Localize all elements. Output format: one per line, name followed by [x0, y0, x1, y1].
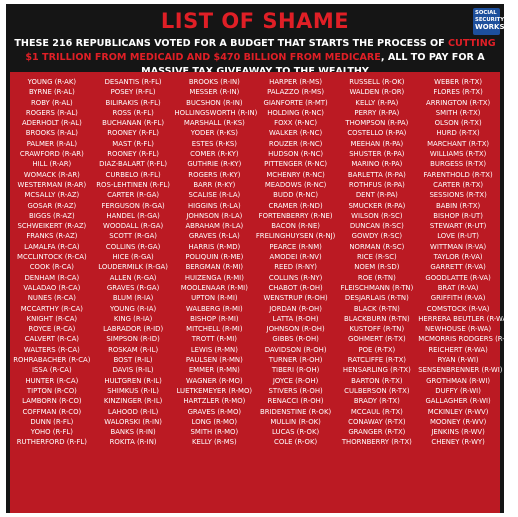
- representative-name: LOUDERMILK (R-GA): [98, 263, 168, 272]
- representative-name: THOMPSON (R-PA): [345, 119, 409, 128]
- logo-line: SOCIAL: [475, 10, 497, 16]
- representative-name: TROTT (R-MI): [191, 335, 237, 344]
- representative-name: BACON (R-NE): [271, 222, 320, 231]
- representative-name: RYAN (R-WI): [437, 356, 479, 365]
- representative-name: BLUM (R-IA): [112, 294, 154, 303]
- representative-name: GOODLATTE (R-VA): [425, 273, 491, 282]
- social-security-works-logo: [473, 8, 508, 35]
- representative-name: BANKS (R-IN): [110, 428, 156, 437]
- representative-name: EMMER (R-MN): [188, 366, 240, 375]
- representative-name: BYRNE (R-AL): [28, 88, 75, 97]
- representative-name: MAST (R-FL): [112, 139, 154, 148]
- logo-line: SECURITY: [475, 16, 505, 23]
- representative-name: SMITH (R-TX): [435, 108, 481, 117]
- representative-name: LEWIS (R-MN): [190, 345, 238, 354]
- representative-name: YOHO (R-FL): [30, 428, 73, 437]
- representative-name: ROSKAM (R-IL): [108, 345, 159, 354]
- names-column: [256, 77, 336, 513]
- names-column: [174, 77, 258, 513]
- representative-name: BABIN (R-TX): [435, 201, 481, 210]
- poster-title: LIST OF SHAME: [160, 9, 350, 33]
- representative-name: PALMER (R-AL): [26, 139, 78, 148]
- representative-name: CHENEY (R-WY): [431, 438, 485, 447]
- representative-name: WALORSKI (R-IN): [104, 417, 162, 426]
- representative-name: DAVIDSON (R-OH): [264, 345, 327, 354]
- representative-name: MITCHELL (R-MI): [186, 325, 243, 334]
- representative-name: CRAMER (R-ND): [268, 201, 323, 210]
- representative-name: CURBELO (R-FL): [105, 170, 161, 179]
- representative-name: HICE (R-GA): [112, 253, 154, 262]
- representative-name: WEBER (R-TX): [434, 78, 483, 86]
- representative-name: MCCARTHY (R-CA): [20, 304, 83, 313]
- representative-name: ROGERS (R-KY): [188, 170, 241, 179]
- representative-name: FLEISCHMANN (R-TN): [340, 283, 414, 292]
- representative-name: BARTON (R-TX): [351, 376, 403, 385]
- representative-name: CARTER (R-TX): [433, 180, 484, 189]
- representative-name: GRAVES (R-LA): [188, 232, 240, 241]
- representative-name: KNIGHT (R-CA): [26, 314, 78, 323]
- representative-name: LAMALFA (R-CA): [24, 242, 80, 251]
- representative-name: FORTENBERRY (R-NE): [258, 211, 333, 220]
- representative-name: WOODALL (R-GA): [103, 222, 164, 231]
- representative-name: YOUNG (R-AK): [27, 78, 77, 86]
- representative-name: ROHRABACHER (R-CA): [13, 356, 91, 365]
- representative-name: PEARCE (R-NM): [269, 242, 322, 251]
- representative-name: CRAWFORD (R-AR): [19, 150, 84, 159]
- representative-name: ROONEY (R-FL): [107, 150, 159, 159]
- representative-name: HARRIS (R-MD): [188, 242, 241, 251]
- representative-name: FRELINGHUYSEN (R-NJ): [255, 232, 336, 241]
- representative-name: GOSAR (R-AZ): [27, 201, 77, 210]
- representative-name: ROONEY (R-FL): [107, 129, 159, 138]
- names-column: [93, 77, 173, 513]
- representative-name: BURGESS (R-TX): [430, 160, 487, 169]
- representative-name: WESTERMAN (R-AR): [17, 180, 87, 189]
- representative-name: HURD (R-TX): [436, 129, 480, 138]
- representative-name: ISSA (R-CA): [31, 366, 72, 375]
- representative-name: SESSIONS (R-TX): [429, 191, 487, 200]
- representative-name: RENACCI (R-OH): [267, 397, 324, 406]
- representative-name: LUCAS (R-OK): [272, 428, 320, 437]
- representative-name: KINZINGER (R-IL): [103, 397, 163, 406]
- representative-name: GALLAGHER (R-WI): [425, 397, 491, 406]
- representative-name: GRANGER (R-TX): [348, 428, 406, 437]
- logo-line: WORKS.: [475, 23, 508, 31]
- representative-name: OLSON (R-TX): [434, 119, 482, 128]
- representative-name: LOVE (R-UT): [437, 232, 479, 241]
- representative-name: MOOLENAAR (R-MI): [180, 283, 248, 292]
- representative-name: NORMAN (R-SC): [349, 242, 405, 251]
- representative-name: POLIQUIN (R-ME): [185, 253, 244, 262]
- representative-name: SHUSTER (R-PA): [349, 150, 405, 159]
- representative-name: STIVERS (R-OH): [268, 386, 323, 395]
- representative-name: LAMBORN (R-CO): [22, 397, 82, 406]
- names-panel: [10, 72, 518, 513]
- representative-name: TURNER (R-OH): [268, 356, 323, 365]
- representative-name: COLLINS (R-NY): [268, 273, 323, 282]
- representative-name: RICE (R-SC): [356, 253, 397, 262]
- representative-name: MESSER (R-IN): [189, 88, 240, 97]
- representative-name: HUDSON (R-NC): [268, 150, 324, 159]
- representative-name: MEADOWS (R-NC): [264, 180, 327, 189]
- representative-name: LAHOOD (R-IL): [107, 407, 159, 416]
- representative-name: BROOKS (R-AL): [25, 129, 78, 138]
- representative-name: BROOKS (R-IN): [188, 78, 240, 86]
- representative-name: BISHOP (R-UT): [433, 211, 483, 220]
- representative-name: SIMPSON (R-ID): [106, 335, 160, 344]
- representative-name: COSTELLO (R-PA): [347, 129, 407, 138]
- representative-name: WALTERS (R-CA): [23, 345, 80, 354]
- representative-name: SHIMKUS (R-IL): [107, 386, 159, 395]
- representative-name: DUNN (R-FL): [30, 417, 74, 426]
- representative-name: DIAZ-BALART (R-FL): [99, 160, 168, 169]
- representative-name: YODER (R-KS): [190, 129, 238, 138]
- representative-name: FERGUSON (R-GA): [101, 201, 165, 210]
- representative-name: RUTHERFORD (R-FL): [16, 438, 87, 447]
- representative-name: MULLIN (R-OK): [270, 417, 321, 426]
- representative-name: COLLINS (R-GA): [105, 242, 161, 251]
- representative-name: BRADY (R-TX): [353, 397, 400, 406]
- headline-highlight: CUTTING $1 TRILLION FROM MEDICAID AND $470 BILLION FROM MEDICARE: [25, 38, 496, 63]
- representative-name: HILL (R-AR): [32, 160, 72, 169]
- representative-name: KELLY (R-MS): [191, 438, 237, 447]
- representative-name: GRAVES (R-MO): [187, 407, 242, 416]
- representative-name: MARSHALL (R-KS): [183, 119, 245, 128]
- headline-text: THESE 216 REPUBLICANS VOTED FOR A BUDGET THAT STARTS THE PROCESS OF: [14, 38, 448, 49]
- representative-name: TAYLOR (R-VA): [433, 253, 483, 262]
- representative-name: POE (R-TX): [358, 345, 396, 354]
- representative-name: FOXX (R-NC): [274, 119, 318, 128]
- representative-name: VALADAO (R-CA): [23, 283, 81, 292]
- representative-name: REED (R-NY): [274, 263, 317, 272]
- representative-name: YOUNG (R-IA): [110, 304, 157, 313]
- representative-name: PERRY (R-PA): [354, 108, 400, 117]
- representative-name: WALBERG (R-MI): [185, 304, 243, 313]
- representative-name: GIBBS (R-OH): [272, 335, 319, 344]
- representative-name: CULBERSON (R-TX): [344, 386, 410, 395]
- representative-name: SCOTT (R-GA): [109, 232, 157, 241]
- representative-name: HOLLINGSWORTH (R-IN): [174, 108, 258, 117]
- representative-name: REICHERT (R-WA): [428, 345, 488, 354]
- representative-name: ROE (R-TN): [357, 273, 396, 282]
- representative-name: RATCLIFFE (R-TX): [347, 356, 406, 365]
- representative-name: ESTES (R-KS): [191, 139, 237, 148]
- representative-name: GRAVES (R-GA): [106, 283, 160, 292]
- representative-name: DAVIS (R-IL): [112, 366, 154, 375]
- representative-name: STEWART (R-UT): [429, 222, 487, 231]
- representative-name: FRANKS (R-AZ): [26, 232, 78, 241]
- representative-name: WAGNER (R-MO): [186, 376, 243, 385]
- representative-name: BRIDENSTINE (R-OK): [260, 407, 332, 416]
- representative-name: JOYCE (R-OH): [272, 376, 319, 385]
- representative-name: ADERHOLT (R-AL): [21, 119, 82, 128]
- representative-name: KUSTOFF (R-TN): [349, 325, 405, 334]
- representative-name: WITTMAN (R-VA): [430, 242, 487, 251]
- representative-name: BARR (R-KY): [193, 180, 236, 189]
- representative-name: BUCHANAN (R-FL): [102, 119, 165, 128]
- representative-name: WALDEN (R-OR): [349, 88, 405, 97]
- representative-name: MARINO (R-PA): [351, 160, 403, 169]
- representative-name: DENHAM (R-CA): [24, 273, 80, 282]
- representative-name: KING (R-IA): [113, 314, 153, 323]
- representative-name: PALAZZO (R-MS): [267, 88, 325, 97]
- representative-name: WILSON (R-SC): [351, 211, 403, 220]
- representative-name: ROKITA (R-IN): [109, 438, 157, 447]
- representative-name: SCALISE (R-LA): [188, 191, 241, 200]
- representative-name: JENKINS (R-WV): [431, 428, 485, 437]
- representative-name: PITTENGER (R-NC): [264, 160, 328, 169]
- representative-name: ROS-LEHTINEN (R-FL): [96, 180, 170, 189]
- representative-name: BOST (R-IL): [113, 356, 153, 365]
- representative-name: DUNCAN (R-SC): [349, 222, 404, 231]
- names-column: [418, 77, 518, 513]
- representative-name: SMITH (R-MO): [190, 428, 239, 437]
- representative-name: TIPTON (R-CO): [26, 386, 77, 395]
- poster: [6, 4, 518, 513]
- representative-name: HUIZENGA (R-MI): [184, 273, 244, 282]
- representative-name: CARTER (R-GA): [107, 191, 160, 200]
- representative-name: COMER (R-KY): [190, 150, 239, 159]
- names-column: [337, 77, 417, 513]
- representative-name: TIBERI (R-OH): [271, 366, 320, 375]
- representative-name: BLACKBURN (R-TN): [344, 314, 410, 323]
- representative-name: BARLETTA (R-PA): [347, 170, 406, 179]
- representative-name: HIGGINS (R-LA): [187, 201, 241, 210]
- representative-name: WENSTRUP (R-OH): [263, 294, 328, 303]
- representative-name: LATTA (R-OH): [272, 314, 319, 323]
- representative-name: CALVERT (R-CA): [24, 335, 79, 344]
- representative-name: LONG (R-MO): [191, 417, 238, 426]
- representative-name: BRAT (R-VA): [437, 283, 479, 292]
- representative-name: SMUCKER (R-PA): [348, 201, 406, 210]
- representative-name: POSEY (R-FL): [110, 88, 156, 97]
- representative-name: WALKER (R-NC): [269, 129, 323, 138]
- representative-name: ROGERS (R-AL): [25, 108, 78, 117]
- representative-name: DESANTIS (R-FL): [104, 78, 162, 86]
- representative-name: MCCLINTOCK (R-CA): [17, 253, 87, 262]
- representative-name: HULTGREN (R-IL): [104, 376, 162, 385]
- representative-name: BIGGS (R-AZ): [29, 211, 75, 220]
- representative-name: COLE (R-OK): [274, 438, 318, 447]
- representative-name: ARRINGTON (R-TX): [425, 98, 491, 107]
- representative-name: WOMACK (R-AR): [23, 170, 80, 179]
- names-column: [12, 77, 92, 513]
- representative-name: DESJARLAIS (R-TN): [344, 294, 409, 303]
- representative-name: GUTHRIE (R-KY): [187, 160, 242, 169]
- representative-name: GARRETT (R-VA): [430, 263, 486, 272]
- representative-name: ROYCE (R-CA): [28, 325, 76, 334]
- representative-name: UPTON (R-MI): [191, 294, 238, 303]
- representative-name: HANDEL (R-GA): [106, 211, 160, 220]
- representative-name: JOHNSON (R-OH): [266, 325, 325, 334]
- representative-name: WILLIAMS (R-TX): [429, 150, 487, 159]
- representative-name: KELLY (R-PA): [355, 98, 399, 107]
- representative-name: HARTZLER (R-MO): [183, 397, 246, 406]
- representative-name: MCSALLY (R-AZ): [24, 191, 80, 200]
- representative-name: SENSENBRENNER (R-WI): [418, 366, 503, 375]
- representative-name: MCMORRIS RODGERS (R-WA): [418, 335, 518, 344]
- representative-name: LUETKEMEYER (R-MO): [176, 386, 253, 395]
- representative-name: AMODEI (R-NV): [269, 253, 322, 262]
- representative-name: LABRADOR (R-ID): [103, 325, 164, 334]
- representative-name: HUNTER (R-CA): [25, 376, 79, 385]
- headline-text: , ALL TO PAY FOR A: [380, 52, 485, 63]
- representative-name: HERRERA BEUTLER (R-WA): [418, 314, 510, 323]
- representative-name: MCCAUL (R-TX): [350, 407, 403, 416]
- representative-name: ABRAHAM (R-LA): [185, 222, 244, 231]
- representative-name: MEEHAN (R-PA): [350, 139, 404, 148]
- representative-name: GRIFFITH (R-VA): [430, 294, 486, 303]
- representative-name: HENSARLING (R-TX): [342, 366, 411, 375]
- representative-name: FARENTHOLD (R-TX): [423, 170, 493, 179]
- representative-name: GOHMERT (R-TX): [348, 335, 406, 344]
- representative-name: CONAWAY (R-TX): [348, 417, 406, 426]
- representative-name: ROUZER (R-NC): [268, 139, 323, 148]
- representative-name: MCKINLEY (R-WV): [427, 407, 489, 416]
- representative-name: HARPER (R-MS): [269, 78, 323, 86]
- representative-name: BUDD (R-NC): [273, 191, 319, 200]
- representative-name: JORDAN (R-OH): [269, 304, 322, 313]
- representative-name: GIANFORTE (R-MT): [263, 98, 328, 107]
- representative-name: JOHNSON (R-LA): [186, 211, 243, 220]
- representative-name: BISHOP (R-MI): [190, 314, 239, 323]
- representative-name: THORNBERRY (R-TX): [341, 438, 412, 447]
- representative-name: MARCHANT (R-TX): [427, 139, 490, 148]
- representative-name: MOONEY (R-WV): [429, 417, 487, 426]
- representative-name: BERGMAN (R-MI): [185, 263, 244, 272]
- representative-name: COOK (R-CA): [29, 263, 74, 272]
- representative-name: GROTHMAN (R-WI): [426, 376, 491, 385]
- representative-name: BUCSHON (R-IN): [186, 98, 243, 107]
- representative-name: HOLDING (R-NC): [267, 108, 324, 117]
- representative-name: GOWDY (R-SC): [351, 232, 403, 241]
- representative-name: ROTHFUS (R-PA): [348, 180, 405, 189]
- representative-name: COFFMAN (R-CO): [22, 407, 82, 416]
- representative-name: NUNES (R-CA): [27, 294, 76, 303]
- representative-name: CHABOT (R-OH): [268, 283, 323, 292]
- representative-name: MCHENRY (R-NC): [266, 170, 325, 179]
- representative-name: COMSTOCK (R-VA): [426, 304, 490, 313]
- representative-name: SCHWEIKERT (R-AZ): [17, 222, 87, 231]
- representative-name: DUFFY (R-WI): [435, 386, 481, 395]
- representative-name: ROBY (R-AL): [30, 98, 73, 107]
- representative-name: BILIRAKIS (R-FL): [105, 98, 161, 107]
- representative-name: RUSSELL (R-OK): [349, 78, 405, 86]
- representative-name: ALLEN (R-GA): [109, 273, 157, 282]
- representative-name: NEWHOUSE (R-WA): [425, 325, 492, 334]
- representative-name: DENT (R-PA): [355, 191, 398, 200]
- representative-name: ROSS (R-FL): [112, 108, 154, 117]
- representative-name: BLACK (R-TN): [353, 304, 400, 313]
- representative-name: FLORES (R-TX): [433, 88, 483, 97]
- representative-name: PAULSEN (R-MN): [185, 356, 243, 365]
- representative-name: NOEM (R-SD): [354, 263, 400, 272]
